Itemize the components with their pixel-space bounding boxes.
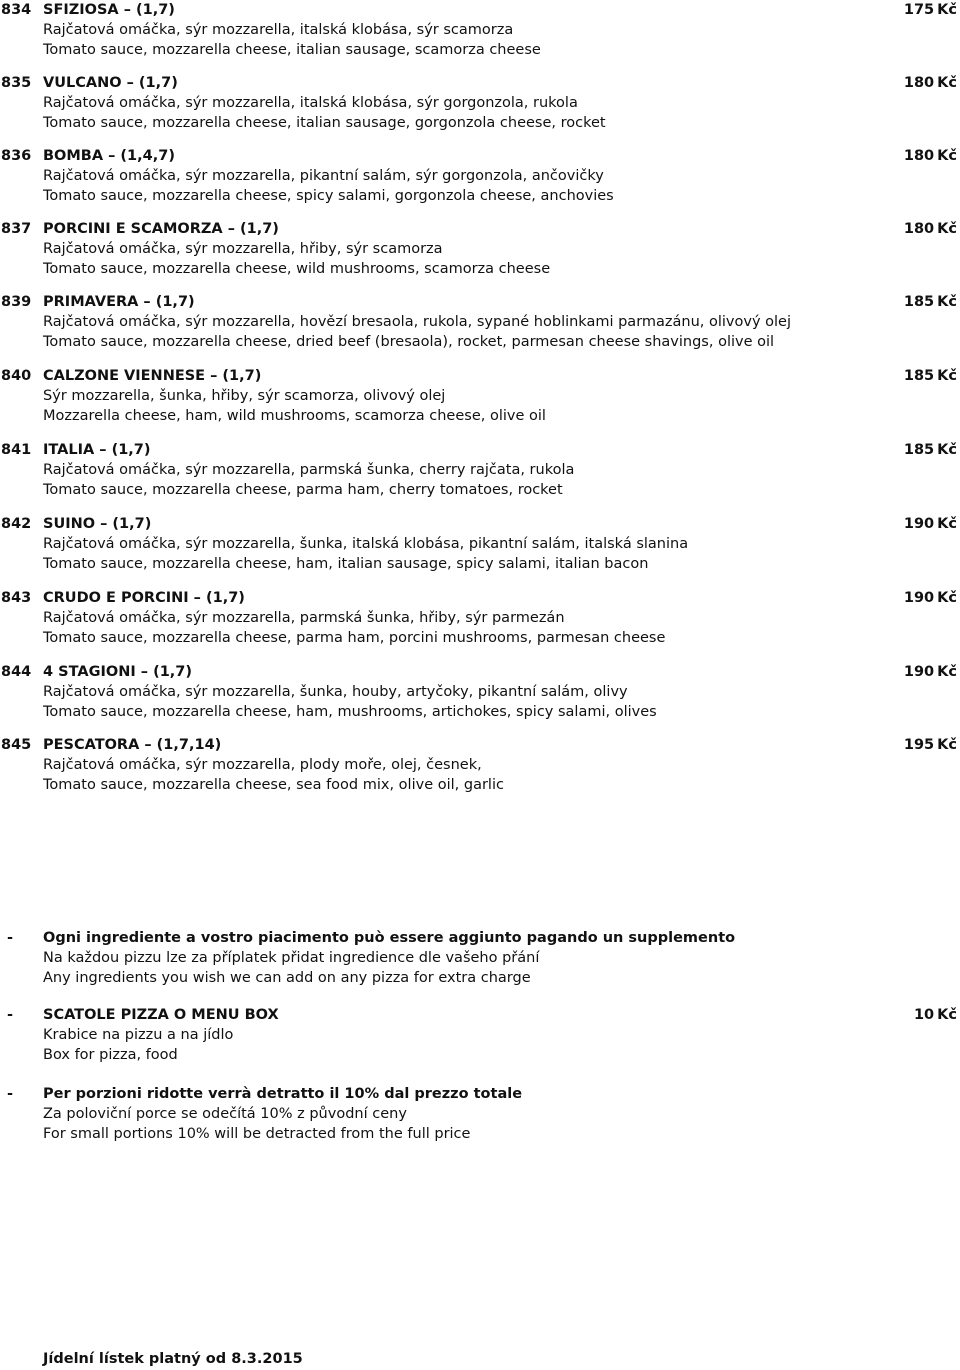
item-name: PORCINI E SCAMORZA – (1,7): [43, 221, 279, 237]
item-description-en: Tomato sauce, mozzarella cheese, italian sausage, gorgonzola cheese, rocket: [43, 115, 606, 131]
price-currency: Kč: [937, 442, 957, 458]
item-description-en: Tomato sauce, mozzarella cheese, ham, mushrooms, artichokes, spicy salami, olives: [43, 704, 657, 720]
menu-item: [0, 73, 960, 133]
item-number: 835: [1, 75, 32, 91]
price-currency: Kč: [937, 590, 957, 606]
price-value: 185: [903, 368, 935, 384]
menu-item-header: [0, 73, 960, 93]
item-price: [904, 146, 957, 166]
note-title: Ogni ingrediente a vostro piacimento può essere aggiunto pagando un supplemento: [43, 930, 736, 946]
menu-item: [0, 146, 960, 206]
item-description-en: Tomato sauce, mozzarella cheese, sea food mix, olive oil, garlic: [43, 777, 504, 793]
note-title: SCATOLE PIZZA O MENU BOX: [43, 1007, 279, 1023]
menu-item-header: [0, 219, 960, 239]
price-currency: Kč: [937, 148, 957, 164]
item-number: 836: [1, 148, 32, 164]
item-description-en: Mozzarella cheese, ham, wild mushrooms, scamorza cheese, olive oil: [43, 408, 546, 424]
item-number: 841: [1, 442, 32, 458]
menu-item: [0, 735, 960, 795]
item-description-cz: Rajčatová omáčka, sýr mozzarella, italská klobása, sýr scamorza: [43, 22, 514, 38]
menu-item-header: [0, 588, 960, 608]
note-header: [0, 1005, 960, 1025]
note-dash: -: [7, 1086, 14, 1102]
item-description-cz: Rajčatová omáčka, sýr mozzarella, hřiby, sýr scamorza: [43, 241, 443, 257]
price-value: 185: [903, 442, 935, 458]
price-value: 185: [903, 294, 935, 310]
item-price: [904, 366, 957, 386]
price-value: 10: [913, 1007, 935, 1023]
item-name: 4 STAGIONI – (1,7): [43, 664, 193, 680]
note-item: [0, 1084, 960, 1144]
item-description-cz: Rajčatová omáčka, sýr mozzarella, parmská šunka, hřiby, sýr parmezán: [43, 610, 565, 626]
item-price: [904, 662, 957, 682]
menu-item-header: [0, 366, 960, 386]
item-description-cz: Rajčatová omáčka, sýr mozzarella, plody moře, olej, česnek,: [43, 757, 482, 773]
note-item: [0, 1005, 960, 1065]
note-header: [0, 1084, 960, 1104]
item-number: 844: [1, 664, 32, 680]
item-name: ITALIA – (1,7): [43, 442, 151, 458]
item-description-en: Tomato sauce, mozzarella cheese, dried beef (bresaola), rocket, parmesan cheese shavings, olive oil: [43, 334, 775, 350]
item-name: VULCANO – (1,7): [43, 75, 178, 91]
price-currency: Kč: [937, 294, 957, 310]
note-dash: -: [7, 930, 14, 946]
item-description-cz: Sýr mozzarella, šunka, hřiby, sýr scamorza, olivový olej: [43, 388, 446, 404]
item-price: [904, 292, 957, 312]
menu-item: [0, 440, 960, 500]
item-name: BOMBA – (1,4,7): [43, 148, 175, 164]
item-description-cz: Rajčatová omáčka, sýr mozzarella, parmská šunka, cherry rajčata, rukola: [43, 462, 575, 478]
note-text-cz: Krabice na pizzu a na jídlo: [43, 1027, 234, 1043]
menu-item: [0, 0, 960, 60]
item-description-cz: Rajčatová omáčka, sýr mozzarella, italská klobása, sýr gorgonzola, rukola: [43, 95, 578, 111]
price-currency: Kč: [937, 221, 957, 237]
item-number: 834: [1, 2, 32, 18]
item-name: PRIMAVERA – (1,7): [43, 294, 195, 310]
item-price: [904, 219, 957, 239]
note-text-en: Any ingredients you wish we can add on any pizza for extra charge: [43, 970, 531, 986]
menu-item: [0, 292, 960, 352]
price-value: 180: [903, 148, 935, 164]
item-price: [904, 735, 957, 755]
item-description-cz: Rajčatová omáčka, sýr mozzarella, pikantní salám, sýr gorgonzola, ančovičky: [43, 168, 604, 184]
item-number: 845: [1, 737, 32, 753]
menu-item: [0, 588, 960, 648]
menu-validity-footer: Jídelní lístek platný od 8.3.2015: [43, 1351, 303, 1367]
note-text-en: For small portions 10% will be detracted from the full price: [43, 1126, 471, 1142]
note-text-cz: Za poloviční porce se odečítá 10% z původní ceny: [43, 1106, 407, 1122]
menu-item: [0, 514, 960, 574]
item-description-en: Tomato sauce, mozzarella cheese, spicy salami, gorgonzola cheese, anchovies: [43, 188, 614, 204]
price-value: 190: [903, 516, 935, 532]
item-price: [904, 588, 957, 608]
price-currency: Kč: [937, 737, 957, 753]
item-number: 842: [1, 516, 32, 532]
item-description-cz: Rajčatová omáčka, sýr mozzarella, hovězí bresaola, rukola, sypané hoblinkami parmazánu, olivový olej: [43, 314, 792, 330]
note-dash: -: [7, 1007, 14, 1023]
item-price: [904, 440, 957, 460]
menu-item: [0, 662, 960, 722]
item-description-en: Tomato sauce, mozzarella cheese, parma ham, cherry tomatoes, rocket: [43, 482, 563, 498]
price-value: 190: [903, 664, 935, 680]
price-currency: Kč: [937, 516, 957, 532]
price-value: 190: [903, 590, 935, 606]
menu-item-header: [0, 735, 960, 755]
item-price: [904, 0, 957, 20]
item-description-en: Tomato sauce, mozzarella cheese, parma ham, porcini mushrooms, parmesan cheese: [43, 630, 666, 646]
item-number: 839: [1, 294, 32, 310]
price-currency: Kč: [937, 75, 957, 91]
note-item: [0, 928, 960, 988]
price-currency: Kč: [937, 2, 957, 18]
price-currency: Kč: [937, 1007, 957, 1023]
menu-item-header: [0, 440, 960, 460]
item-name: CALZONE VIENNESE – (1,7): [43, 368, 262, 384]
price-value: 195: [903, 737, 935, 753]
item-name: PESCATORA – (1,7,14): [43, 737, 222, 753]
item-description-cz: Rajčatová omáčka, sýr mozzarella, šunka, houby, artyčoky, pikantní salám, olivy: [43, 684, 628, 700]
menu-item-header: [0, 292, 960, 312]
menu-item-header: [0, 0, 960, 20]
price-value: 180: [903, 221, 935, 237]
note-header: [0, 928, 960, 948]
item-price: [904, 514, 957, 534]
menu-item-header: [0, 662, 960, 682]
price-currency: Kč: [937, 664, 957, 680]
item-name: SUINO – (1,7): [43, 516, 152, 532]
item-price: [904, 73, 957, 93]
price-value: 180: [903, 75, 935, 91]
item-number: 840: [1, 368, 32, 384]
menu-item-header: [0, 514, 960, 534]
price-currency: Kč: [937, 368, 957, 384]
menu-item: [0, 366, 960, 426]
note-price: [914, 1005, 957, 1025]
note-title: Per porzioni ridotte verrà detratto il 10% dal prezzo totale: [43, 1086, 523, 1102]
menu-item-header: [0, 146, 960, 166]
item-description-en: Tomato sauce, mozzarella cheese, wild mushrooms, scamorza cheese: [43, 261, 551, 277]
note-text-en: Box for pizza, food: [43, 1047, 178, 1063]
item-name: SFIZIOSA – (1,7): [43, 2, 175, 18]
item-number: 837: [1, 221, 32, 237]
item-number: 843: [1, 590, 32, 606]
item-description-en: Tomato sauce, mozzarella cheese, ham, italian sausage, spicy salami, italian bacon: [43, 556, 649, 572]
item-description-cz: Rajčatová omáčka, sýr mozzarella, šunka, italská klobása, pikantní salám, italská slanina: [43, 536, 689, 552]
menu-item: [0, 219, 960, 279]
price-value: 175: [903, 2, 935, 18]
item-name: CRUDO E PORCINI – (1,7): [43, 590, 245, 606]
item-description-en: Tomato sauce, mozzarella cheese, italian sausage, scamorza cheese: [43, 42, 541, 58]
note-text-cz: Na každou pizzu lze za příplatek přidat ingredience dle vašeho přání: [43, 950, 540, 966]
